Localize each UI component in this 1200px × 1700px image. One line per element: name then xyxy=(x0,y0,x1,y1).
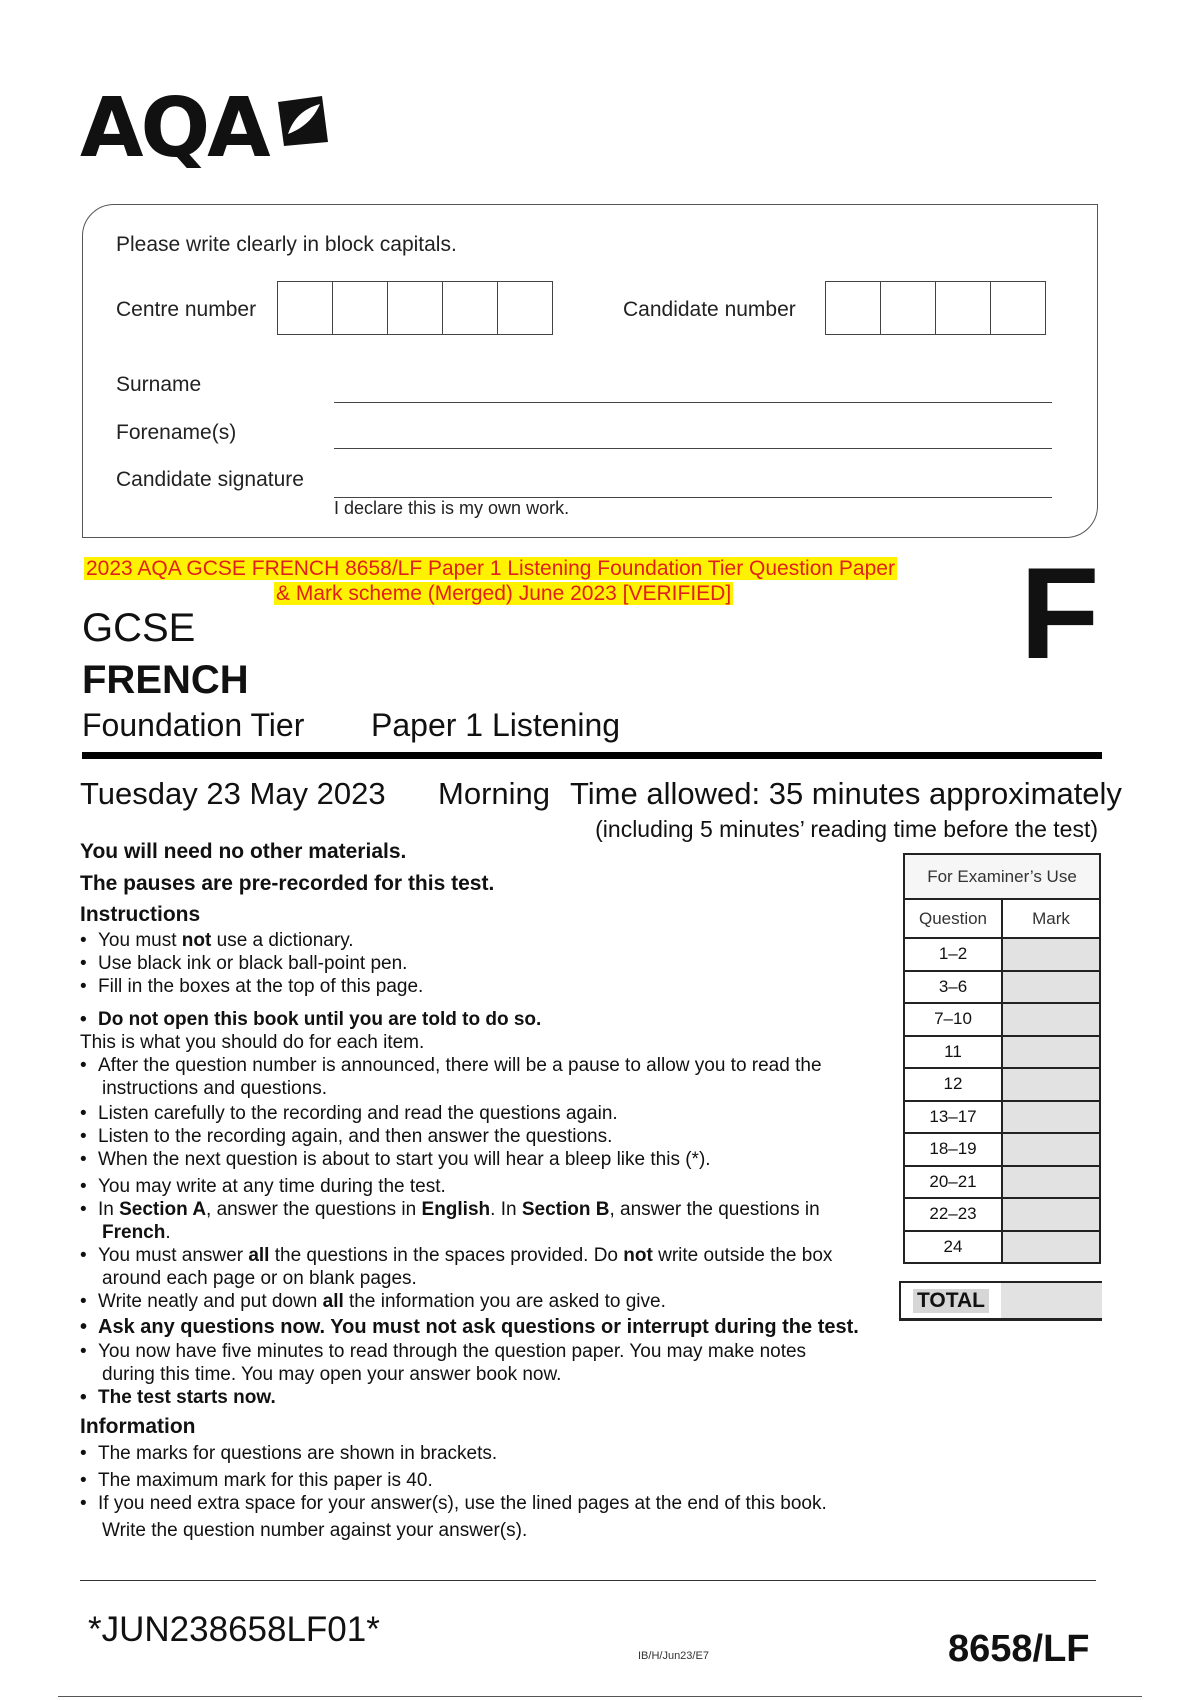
examiner-table-row xyxy=(904,1166,1100,1199)
instructions-heading: Instructions xyxy=(80,903,201,926)
candidate-number-label: Candidate number xyxy=(623,298,796,321)
signature-label: Candidate signature xyxy=(116,468,304,491)
total-label: TOTAL xyxy=(913,1289,989,1313)
exam-session: Morning xyxy=(438,776,550,811)
tier-letter: F xyxy=(1020,540,1100,686)
surname-label: Surname xyxy=(116,373,202,396)
mark-cell xyxy=(1002,1198,1100,1231)
title-divider xyxy=(82,752,1102,759)
forenames-field[interactable] xyxy=(334,448,1052,449)
five-minutes-instruction: • You now have five minutes to read through the question paper. You may make notes xyxy=(80,1340,900,1363)
examiner-table-row xyxy=(904,971,1100,1004)
mark-cell xyxy=(1002,1003,1100,1036)
forenames-label: Forename(s) xyxy=(116,421,237,444)
extra-space-continuation: Write the question number against your answer(s). xyxy=(102,1520,528,1541)
instructions-list xyxy=(80,929,900,1542)
examiner-use-table xyxy=(903,853,1101,1264)
test-starts-instruction: • The test starts now. xyxy=(80,1386,900,1409)
block-capitals-instruction: Please write clearly in block capitals. xyxy=(116,233,457,256)
specification-code: 8658/LF xyxy=(948,1628,1090,1670)
total-mark-cell xyxy=(1001,1283,1102,1318)
centre-number-field[interactable] xyxy=(277,281,553,335)
centre-number-label: Centre number xyxy=(116,298,257,321)
answer-all-instruction: • You must answer all the questions in the spaces provided. Do not write outside the box xyxy=(80,1244,900,1267)
candidate-number-field[interactable] xyxy=(825,281,1046,335)
exam-date: Tuesday 23 May 2023 xyxy=(80,776,386,811)
boxes-instruction: • Fill in the boxes at the top of this page. xyxy=(80,975,900,998)
question-number-cell: 1–2 xyxy=(904,938,1002,971)
extra-space-info: • If you need extra space for your answer(s), use the lined pages at the end of this book. xyxy=(80,1492,900,1515)
mark-cell xyxy=(1002,938,1100,971)
question-number-cell: 7–10 xyxy=(904,1003,1002,1036)
question-number-cell: 18–19 xyxy=(904,1133,1002,1166)
listen-again-instruction: • Listen to the recording again, and then answer the questions. xyxy=(80,1125,900,1148)
each-item-text: This is what you should do for each item. xyxy=(80,1032,425,1053)
mark-column-header: Mark xyxy=(1002,899,1100,938)
answer-all-continuation: around each page or on blank pages. xyxy=(102,1268,417,1289)
examiner-table-title: For Examiner’s Use xyxy=(904,854,1100,899)
examiner-table-row xyxy=(904,938,1100,971)
mark-cell xyxy=(1002,1133,1100,1166)
sections-continuation: French. xyxy=(102,1222,171,1243)
five-minutes-continuation: during this time. You may open your answer book now. xyxy=(102,1364,562,1385)
aqa-logo xyxy=(80,81,332,176)
max-mark-info: • The maximum mark for this paper is 40. xyxy=(80,1469,900,1492)
mark-cell xyxy=(1002,1101,1100,1134)
after-number-instruction: • After the question number is announced, there will be a pause to allow you to read the xyxy=(80,1054,900,1077)
question-column-header: Question xyxy=(904,899,1002,938)
after-number-continuation: instructions and questions. xyxy=(102,1078,327,1099)
materials-note: You will need no other materials. xyxy=(80,840,407,863)
marks-brackets-info: • The marks for questions are shown in brackets. xyxy=(80,1442,900,1465)
mark-cell xyxy=(1002,1036,1100,1069)
examiner-table-row xyxy=(904,1133,1100,1166)
qualification-title: GCSE xyxy=(82,606,196,650)
bleep-instruction: • When the next question is about to start you will hear a bleep like this (*). xyxy=(80,1148,900,1171)
ask-questions-instruction: • Ask any questions now. You must not ask questions or interrupt during the test. xyxy=(80,1316,900,1339)
examiner-table-row xyxy=(904,1036,1100,1069)
write-any-time-instruction: • You may write at any time during the test. xyxy=(80,1175,900,1198)
mark-cell xyxy=(1002,1166,1100,1199)
leaf-icon xyxy=(274,92,332,150)
question-number-cell: 12 xyxy=(904,1068,1002,1101)
question-number-cell: 20–21 xyxy=(904,1166,1002,1199)
declaration-text: I declare this is my own work. xyxy=(334,498,570,518)
page-bottom-rule xyxy=(58,1696,1142,1697)
footer-divider xyxy=(80,1580,1096,1581)
mark-cell xyxy=(1002,1068,1100,1101)
surname-field[interactable] xyxy=(334,402,1052,403)
time-allowed: Time allowed: 35 minutes approximately xyxy=(570,776,1122,811)
question-number-cell: 11 xyxy=(904,1036,1002,1069)
tier-title: Foundation Tier xyxy=(82,707,305,743)
question-number-cell: 22–23 xyxy=(904,1198,1002,1231)
reading-time: (including 5 minutes’ reading time before the test) xyxy=(595,816,1098,842)
paper-notice-line1: 2023 AQA GCSE FRENCH 8658/LF Paper 1 Listening Foundation Tier Question Paper xyxy=(86,557,895,580)
question-number-cell: 13–17 xyxy=(904,1101,1002,1134)
question-number-cell: 3–6 xyxy=(904,971,1002,1004)
mark-cell xyxy=(1002,1231,1100,1264)
paper-notice-line2: & Mark scheme (Merged) June 2023 [VERIFIED] xyxy=(276,582,732,605)
examiner-table-row xyxy=(904,1198,1100,1231)
total-row xyxy=(899,1281,1102,1321)
logo-text: AQA xyxy=(80,81,268,176)
pauses-note: The pauses are pre-recorded for this test. xyxy=(80,872,495,895)
dictionary-instruction: • You must not use a dictionary. xyxy=(80,929,900,952)
sections-instruction: • In Section A, answer the questions in English. In Section B, answer the questions in xyxy=(80,1198,900,1221)
mark-cell xyxy=(1002,971,1100,1004)
examiner-table-row xyxy=(904,1101,1100,1134)
examiner-table-row xyxy=(904,1068,1100,1101)
subject-title: FRENCH xyxy=(82,658,249,702)
paper-title: Paper 1 Listening xyxy=(371,707,621,743)
ink-instruction: • Use black ink or black ball-point pen. xyxy=(80,952,900,975)
write-neatly-instruction: • Write neatly and put down all the information you are asked to give. xyxy=(80,1290,900,1313)
examiner-table-row xyxy=(904,1003,1100,1036)
barcode-text: *JUN238658LF01* xyxy=(88,1610,380,1649)
paper-reference: IB/H/Jun23/E7 xyxy=(638,1650,709,1662)
information-heading: Information xyxy=(80,1415,196,1438)
listen-carefully-instruction: • Listen carefully to the recording and read the questions again. xyxy=(80,1102,900,1125)
question-number-cell: 24 xyxy=(904,1231,1002,1264)
examiner-table-row xyxy=(904,1231,1100,1264)
do-not-open-instruction: • Do not open this book until you are told to do so. xyxy=(80,1008,900,1031)
